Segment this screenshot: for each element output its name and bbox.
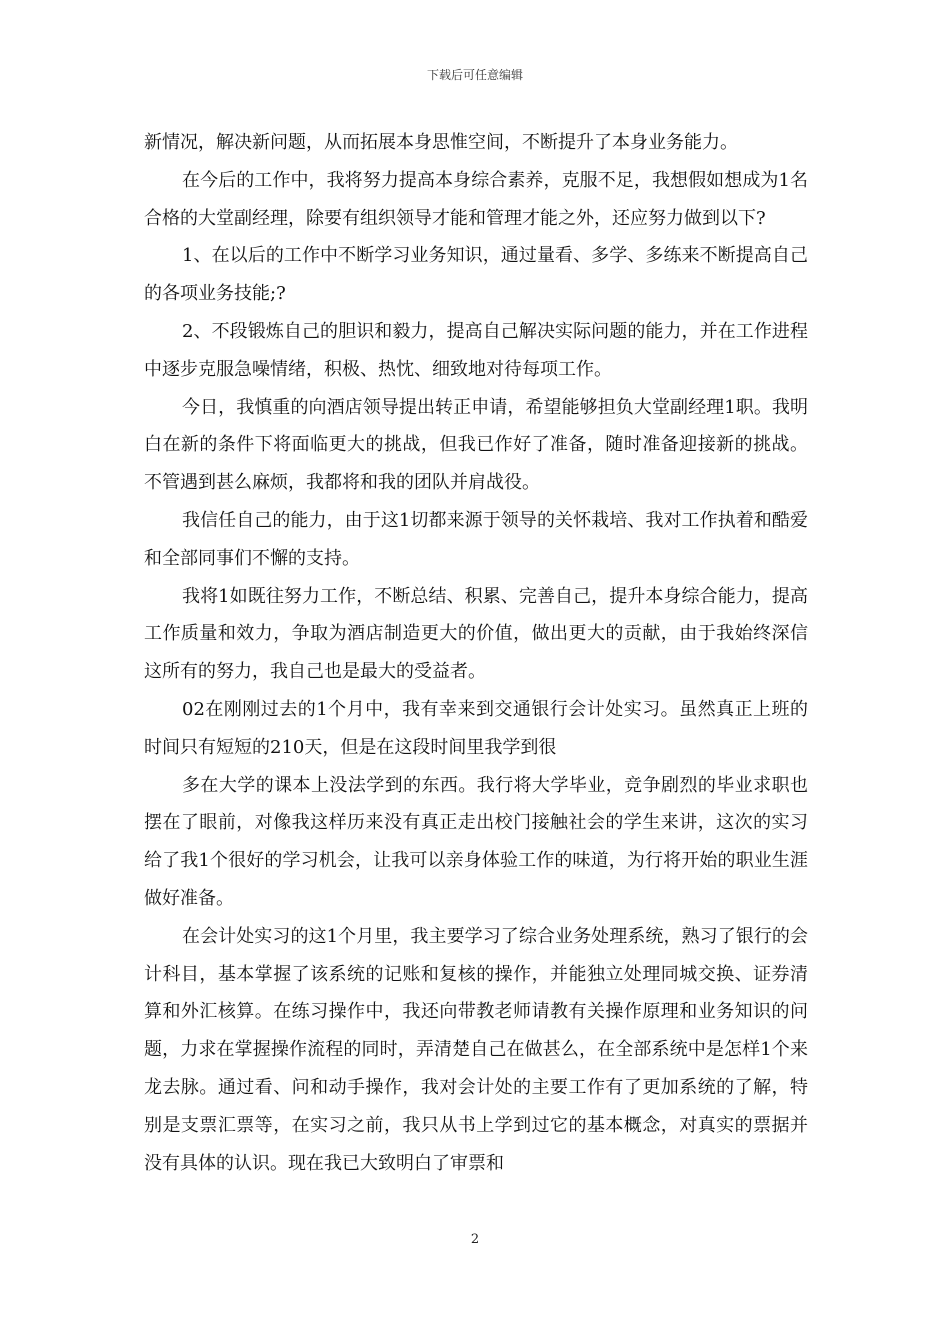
- document-body: [144, 124, 808, 1182]
- paragraph: 在今后的工作中，我将努力提高本身综合素养，克服不足，我想假如想成为1名合格的大堂副经理，除要有组织领导才能和管理才能之外，还应努力做到以下?: [144, 169, 808, 229]
- paragraph: 多在大学的课本上没法学到的东西。我行将大学毕业，竞争剧烈的毕业求职也摆在了眼前，对像我这样历来没有真正走出校门接触社会的学生来讲，这次的实习给了我1个很好的学习机会，让我可以亲身体验工作的味道，为行将开始的职业生涯做好准备。: [144, 774, 808, 909]
- paragraph: 02在刚刚过去的1个月中，我有幸来到交通银行会计处实习。虽然真正上班的时间只有短短的210天，但是在这段时间里我学到很: [144, 698, 808, 758]
- paragraph: 2、不段锻炼自己的胆识和毅力，提高自己解决实际问题的能力，并在工作进程中逐步克服急噪情绪，积极、热忱、细致地对待每项工作。: [144, 320, 808, 380]
- page-header: 下载后可任意编辑: [426, 68, 523, 82]
- paragraph: 我将1如既往努力工作，不断总结、积累、完善自己，提升本身综合能力，提高工作质量和效力，争取为酒店制造更大的价值，做出更大的贡献，由于我始终深信这所有的努力，我自己也是最大的受益者。: [144, 585, 808, 683]
- paragraph: 1、在以后的工作中不断学习业务知识，通过量看、多学、多练来不断提高自己的各项业务技能;?: [144, 245, 808, 305]
- page-number: 2: [470, 1232, 480, 1247]
- paragraph: 新情况，解决新问题，从而拓展本身思惟空间，不断提升了本身业务能力。: [144, 132, 738, 153]
- paragraph: 我信任自己的能力，由于这1切都来源于领导的关怀栽培、我对工作执着和酷爱和全部同事们不懈的支持。: [144, 509, 808, 569]
- paragraph: 在会计处实习的这1个月里，我主要学习了综合业务处理系统，熟习了银行的会计科目，基本掌握了该系统的记账和复核的操作，并能独立处理同城交换、证券清算和外汇核算。在练习操作中，我还向带教老师请教有关操作原理和业务知识的问题，力求在掌握操作流程的同时，弄清楚自己在做甚么，在全部系统中是怎样1个来龙去脉。通过看、问和动手操作，我对会计处的主要工作有了更加系统的了解，特别是支票汇票等，在实习之前，我只从书上学到过它的基本概念，对真实的票据并没有具体的认识。现在我已大致明白了审票和: [144, 925, 808, 1174]
- paragraph: 今日，我慎重的向酒店领导提出转正申请，希望能够担负大堂副经理1职。我明白在新的条件下将面临更大的挑战，但我已作好了准备，随时准备迎接新的挑战。不管遇到甚么麻烦，我都将和我的团队并肩战役。: [144, 396, 808, 494]
